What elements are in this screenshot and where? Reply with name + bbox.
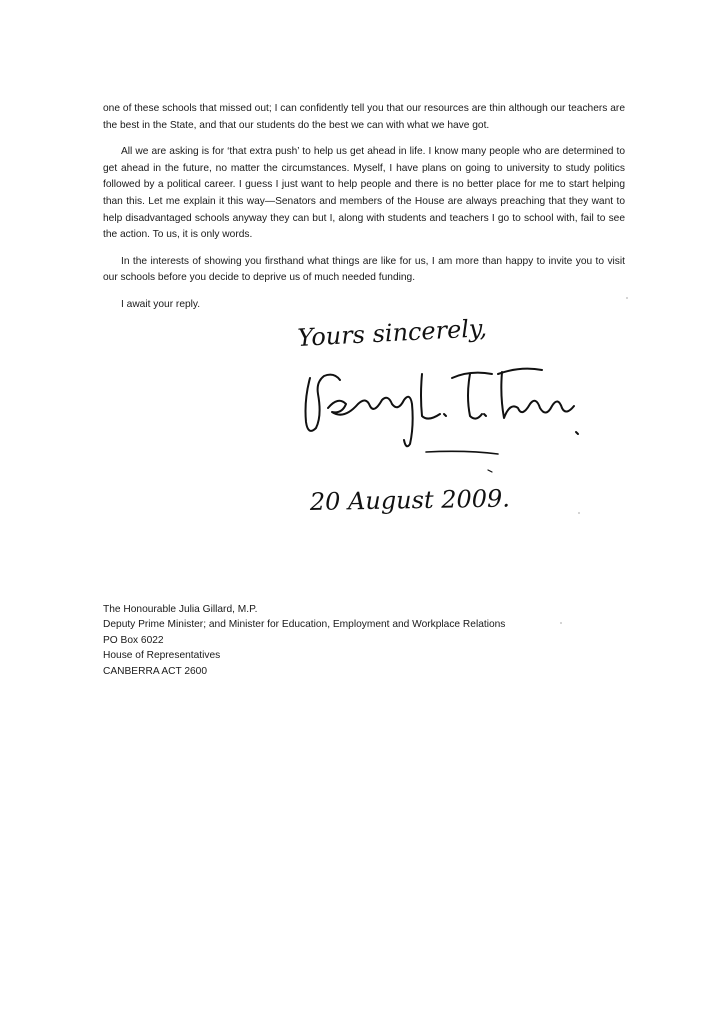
letter-body <box>103 101 625 324</box>
recipient-city: CANBERRA ACT 2600 <box>103 665 207 677</box>
recipient-po-box: PO Box 6022 <box>103 634 164 646</box>
scan-speck <box>578 512 580 514</box>
letter-paragraph-1: one of these schools that missed out; I can confidently tell you that our resources are thin although our teachers are the best in the State, and that our students do the best we can with what we have got. <box>103 103 625 131</box>
handwritten-signature-block <box>270 300 610 530</box>
recipient-address <box>103 602 583 679</box>
scan-speck <box>626 297 628 299</box>
letter-paragraph-3: In the interests of showing you firsthand what things are like for us, I am more than happy to invite you to visit our schools before you decide to deprive us of much needed funding. <box>103 255 625 284</box>
letter-paragraph-2: All we are asking is for ‘that extra push’ to help us get ahead in life. I know many people who are determined to get ahead in the future, no matter the circumstances. Myself, I have plans on going to university to study politics followed by a political career. I guess I just want to help people and there is no better place for me to start helping than this. Let me explain it this way—Senators and members of the House are always preaching that they want to help disadvantaged schools anyway they can but I, along with students and teachers I go to school with, fail to see the action. To us, it is only words. <box>103 146 625 241</box>
signature-scribble <box>306 369 579 472</box>
recipient-name: The Honourable Julia Gillard, M.P. <box>103 604 258 615</box>
scan-speck <box>560 622 562 624</box>
signature-drawing <box>270 300 610 530</box>
recipient-title: Deputy Prime Minister; and Minister for Education, Employment and Workplace Relations <box>103 619 506 631</box>
handwritten-date: 20 August 2009. <box>309 484 511 516</box>
letter-paragraph-4: I await your reply. <box>121 298 201 310</box>
recipient-organisation: House of Representatives <box>103 650 221 662</box>
handwritten-closing: Yours sincerely, <box>296 314 488 352</box>
